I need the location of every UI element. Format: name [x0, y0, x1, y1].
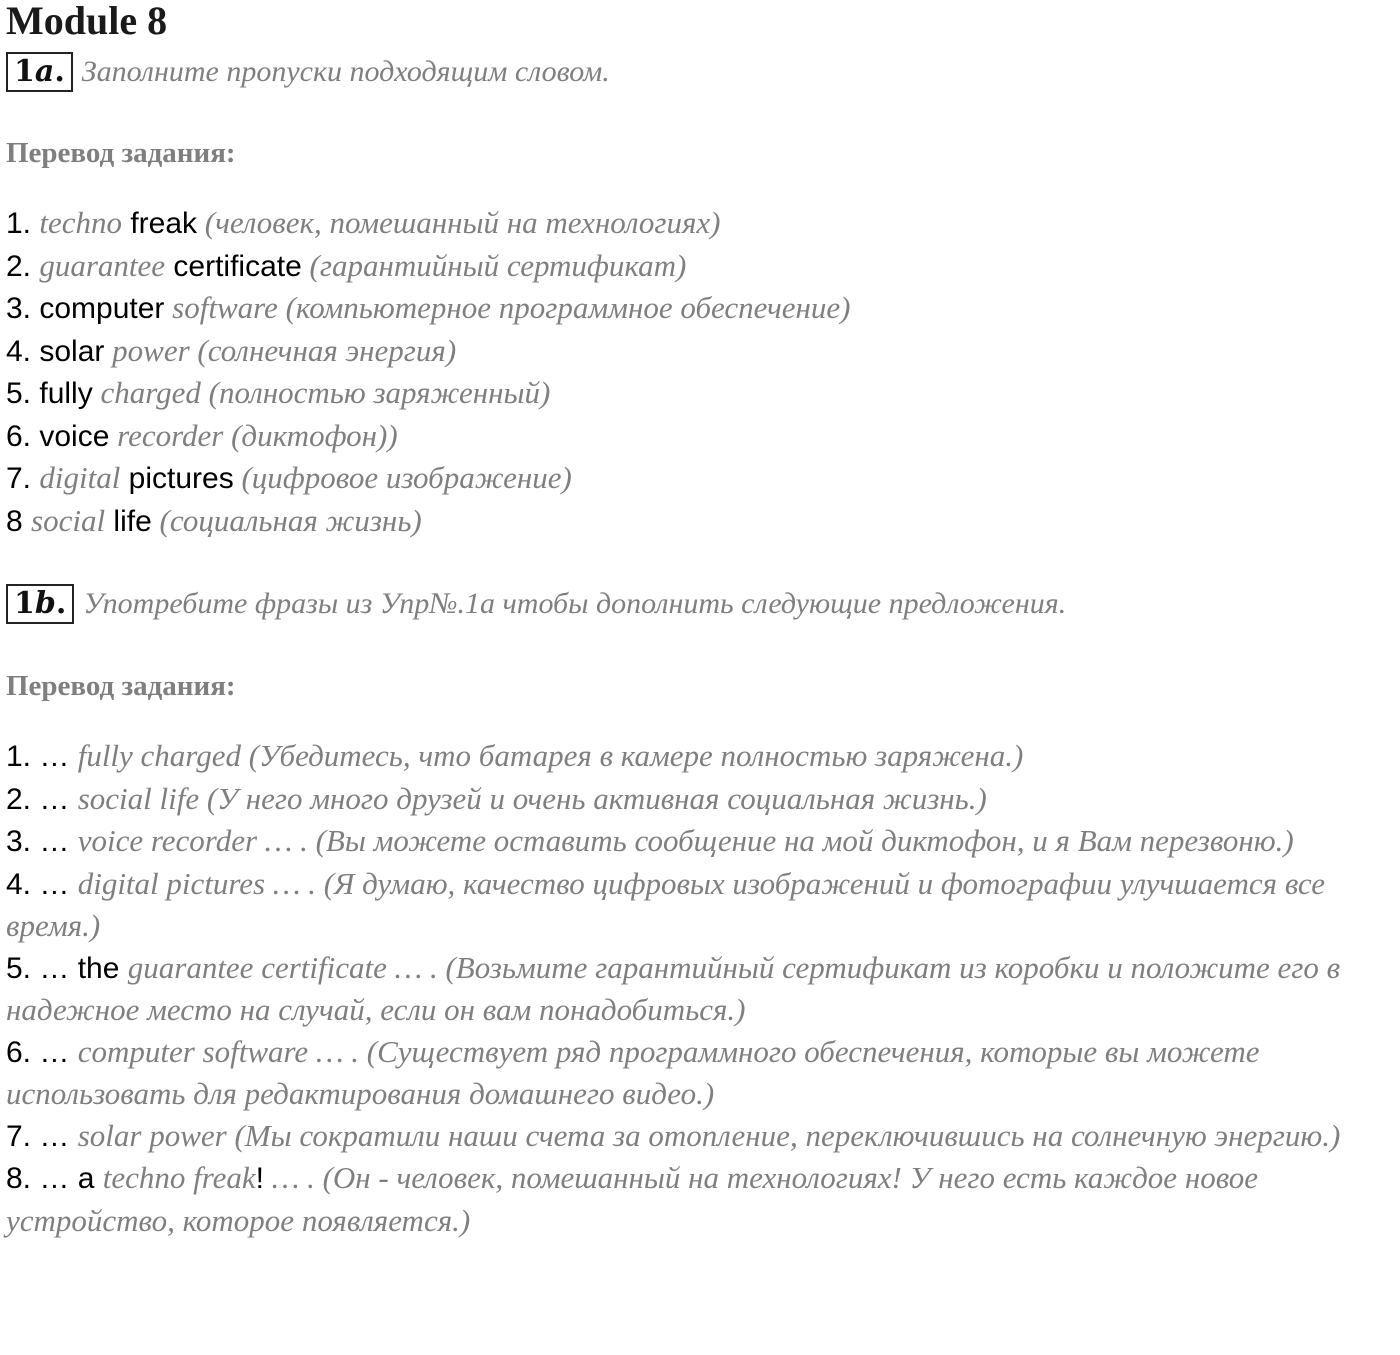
task-1b-item: [6, 1157, 1398, 1241]
answer-word: digital: [39, 460, 121, 495]
item-number: 2. …: [6, 782, 78, 816]
task-1b-item: [6, 735, 1398, 778]
answer-phrase: computer software: [77, 1033, 309, 1069]
sentence-translation: … . (Он - человек, помешанный на технологиях! У него есть каждое новое устройство, которое появляется.): [6, 1160, 1258, 1238]
task-1a-item: [6, 372, 1398, 415]
task-1a-header: [6, 51, 1398, 93]
answer-word: social: [31, 502, 106, 538]
task-1b-letter: b: [34, 586, 56, 621]
task-1a-answer-list: [6, 202, 1398, 542]
task-1b-item: [6, 778, 1398, 821]
translation-note: (социальная жизнь): [151, 502, 422, 538]
worksheet-page: [6, 0, 1398, 1241]
task-1b-item: [6, 1031, 1398, 1115]
given-word: fully: [39, 377, 93, 410]
task-1b-answer-list: [6, 735, 1398, 1241]
translation-note: (солнечная энергия): [189, 332, 457, 368]
item-number: 8. …: [6, 1162, 78, 1195]
item-number: 3.: [6, 292, 40, 325]
task-1b-header: [6, 583, 1398, 625]
task-1a-item: [6, 202, 1398, 245]
task-1b-item: [6, 863, 1398, 947]
translation-note: (человек, помешанный на технологиях): [197, 205, 721, 240]
task-1a-letter: a: [34, 54, 55, 89]
task-1a-number-box: [6, 52, 73, 92]
answer-phrase: solar power: [77, 1117, 227, 1153]
item-number: 8: [6, 504, 32, 538]
task-1b-item: [6, 947, 1398, 1031]
translation-note: (компьютерное программное обеспечение): [277, 290, 851, 325]
task-1b-translation-label: Перевод задания:: [6, 670, 236, 702]
item-number: 5. …: [6, 951, 78, 985]
sentence-translation: (Убедитесь, что батарея в камере полностью заряжена.): [240, 738, 1024, 773]
item-number: 1.: [6, 207, 40, 240]
item-number: 6.: [6, 419, 40, 453]
task-1a-translation-label: Перевод задания:: [6, 137, 236, 169]
task-1a-item: [6, 500, 1398, 543]
item-number: 7.: [6, 462, 40, 495]
answer-phrase: fully charged: [77, 738, 241, 773]
task-1a-item: [6, 245, 1398, 288]
answer-phrase: techno freak: [102, 1160, 256, 1195]
task-1a-number: 1: [14, 54, 35, 89]
article-word: a: [77, 1162, 103, 1195]
task-1b-instruction: Употребите фразы из Упр№.1а чтобы дополнить следующие предложения.: [83, 587, 1067, 620]
translation-note: (гарантийный сертификат): [301, 247, 687, 283]
sentence-translation: (Мы сократили наши счета за отопление, переключившись на солнечную энергию.): [226, 1117, 1341, 1153]
answer-word: techno: [39, 205, 122, 240]
item-number: 5.: [6, 377, 40, 410]
sentence-translation: … . (Возьмите гарантийный сертификат из коробки и положите его в надежное место на случай, если он вам понадобиться.): [6, 949, 1341, 1027]
given-word: voice: [39, 419, 110, 453]
sentence-translation: … . (Я думаю, качество цифровых изображений и фотографии улучшается все время.): [6, 865, 1325, 943]
given-word: life: [105, 504, 152, 538]
item-number: 1. …: [6, 740, 78, 773]
sentence-translation: … . (Вы можете оставить сообщение на мой диктофон, и я Вам перезвоню.): [257, 823, 1294, 858]
answer-phrase: digital pictures: [77, 865, 266, 901]
item-number: 3. …: [6, 825, 78, 858]
sentence-translation: … . (Существует ряд программного обеспечения, которые вы можете использовать для редактирования домашнего видео.): [6, 1033, 1260, 1111]
translation-note: (диктофон)): [223, 417, 398, 453]
answer-phrase: social life: [77, 780, 200, 816]
item-number: 2.: [6, 249, 40, 283]
answer-word: power: [104, 332, 190, 368]
given-word: solar: [39, 334, 105, 368]
answer-phrase: guarantee certificate: [127, 949, 387, 985]
task-1a-item: [6, 330, 1398, 373]
answer-phrase: voice recorder: [77, 823, 258, 858]
given-word: computer: [39, 292, 165, 325]
translation-note: (полностью заряженный): [200, 375, 551, 410]
task-1b-number-box: [6, 584, 74, 624]
answer-word: recorder: [109, 417, 224, 453]
punctuation: !: [255, 1162, 265, 1195]
task-1b-item: [6, 820, 1398, 863]
task-1a-instruction: Заполните пропуски подходящим словом.: [81, 55, 610, 88]
given-word: certificate: [165, 249, 302, 283]
item-number: 4.: [6, 334, 40, 368]
task-1b-dot: .: [55, 586, 67, 621]
task-1b-number: 1: [14, 586, 35, 621]
answer-word: charged: [92, 375, 201, 410]
item-number: 6. …: [6, 1035, 78, 1069]
given-word: pictures: [120, 462, 234, 495]
module-title: Module 8: [6, 0, 168, 43]
task-1a-item: [6, 457, 1398, 500]
task-1a-dot: .: [54, 54, 65, 89]
given-word: freak: [122, 207, 198, 240]
sentence-translation: (У него много друзей и очень активная социальная жизнь.): [199, 780, 987, 816]
task-1b-item: [6, 1115, 1398, 1158]
translation-note: (цифровое изображение): [233, 460, 572, 495]
answer-word: guarantee: [39, 247, 166, 283]
task-1a-item: [6, 287, 1398, 330]
article-word: the: [77, 951, 128, 985]
item-number: 7. …: [6, 1119, 78, 1153]
task-1a-item: [6, 415, 1398, 458]
item-number: 4. …: [6, 867, 78, 901]
answer-word: software: [164, 290, 278, 325]
